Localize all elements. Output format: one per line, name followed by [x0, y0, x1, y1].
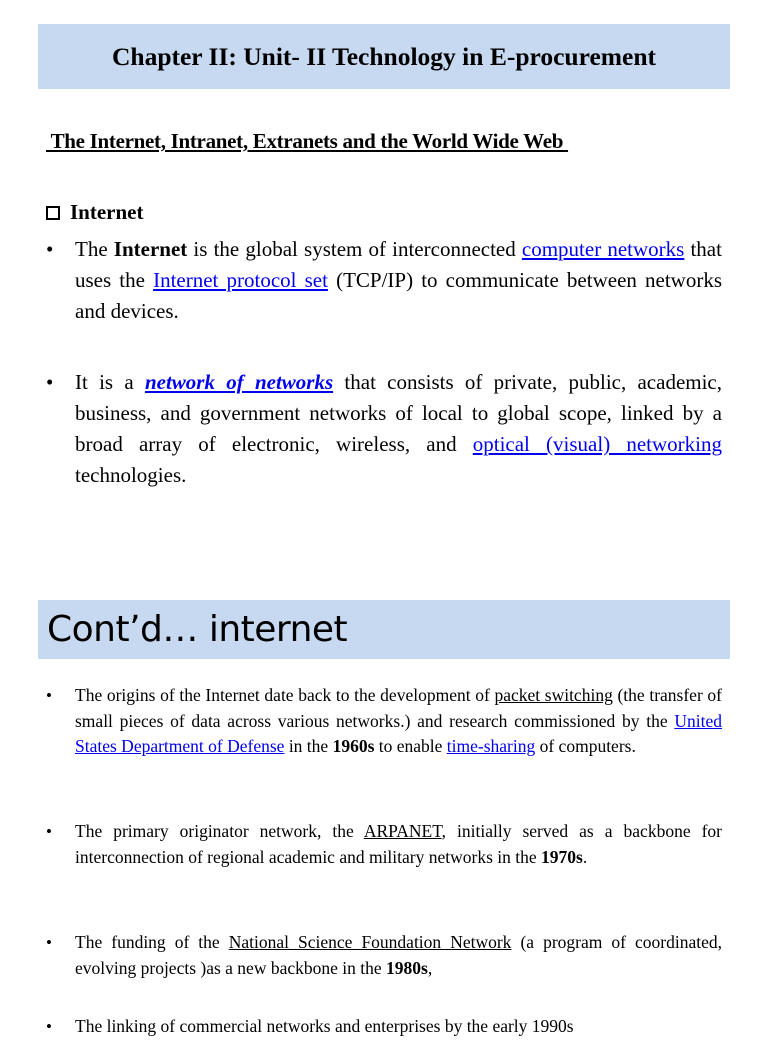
- bold-1970s: 1970s: [541, 846, 583, 867]
- underlined-packet-switching[interactable]: packet switching: [494, 685, 613, 705]
- link-optical-networking[interactable]: optical (visual) networking: [472, 432, 722, 456]
- text-run: that uses the: [75, 237, 722, 292]
- bullet-dot-icon: [46, 819, 75, 870]
- text-run: The funding of the: [75, 932, 229, 952]
- slide-1-title: Chapter II: Unit- II Technology in E-procurement: [111, 42, 657, 71]
- text-run: in the: [284, 736, 333, 756]
- text-run: The linking of commercial networks and enterprises by the early 1990s: [75, 1016, 574, 1036]
- bullet-origins: [46, 683, 722, 760]
- bullet-dot-icon: [46, 683, 75, 760]
- bullet-text: [75, 819, 722, 870]
- section-heading-label: Internet: [70, 200, 144, 224]
- link-time-sharing[interactable]: time-sharing: [446, 736, 536, 756]
- text-run: The primary originator network, the: [75, 821, 364, 841]
- underlined-arpanet[interactable]: ARPANET: [363, 821, 442, 841]
- text-run: , initially served as a backbone for interconnection of regional academic and military networks in the: [75, 821, 722, 867]
- bullet-arpanet: [46, 819, 722, 870]
- bullet-dot-icon: [46, 234, 75, 327]
- link-computer-networks[interactable]: computer networks: [521, 237, 685, 261]
- underlined-nsf-network[interactable]: National Science Foundation Network: [228, 932, 512, 952]
- bullet-dot-icon: [46, 367, 75, 491]
- slide-2-title: Cont’d… internet: [47, 609, 348, 650]
- text-run: (TCP/IP) to communicate between networks and devices.: [75, 268, 722, 323]
- bullet-text: [75, 683, 722, 760]
- text-run: It is a: [75, 370, 145, 394]
- text-run: The origins of the Internet date back to the development of: [75, 685, 495, 705]
- bullet-internet-definition: [46, 234, 722, 327]
- bullet-text: [75, 1014, 722, 1040]
- bullet-nsfnet: [46, 930, 722, 981]
- text-run: that consists of private, public, academic, business, and government networks of local to global scope, linked by a broad array of electronic, wireless, and: [75, 370, 723, 456]
- bullet-dot-icon: [46, 930, 75, 981]
- text-run: to enable: [374, 736, 447, 756]
- bullet-text: [75, 367, 722, 491]
- checkbox-bullet-icon: [46, 206, 60, 220]
- bullet-commercial-networks: [46, 1014, 722, 1040]
- bullet-network-of-networks: [46, 367, 722, 491]
- slide-1-title-band: [38, 24, 730, 89]
- link-network-of-networks[interactable]: network of networks: [144, 370, 334, 394]
- slide-2: [0, 600, 768, 1036]
- slide-2-title-band: [38, 600, 730, 659]
- bullet-dot-icon: [46, 1014, 75, 1040]
- text-run: .: [582, 846, 588, 867]
- text-run: of computers.: [535, 736, 636, 756]
- text-run: technologies.: [75, 463, 187, 487]
- bullet-text: [75, 930, 722, 981]
- text-run: The: [75, 237, 114, 261]
- bold-term-internet: Internet: [113, 237, 188, 261]
- bold-1960s: 1960s: [332, 736, 375, 756]
- text-run: (a program of coordinated, evolving projects )as a new backbone in the: [75, 932, 722, 978]
- text-run: (the transfer of small pieces of data across various networks.) and research commissioned by the: [75, 685, 722, 731]
- slide-1-subtitle: The Internet, Intranet, Extranets and the World Wide Web: [46, 129, 569, 153]
- section-heading-internet: [46, 200, 143, 225]
- text-run: ,: [427, 957, 433, 978]
- bold-1980s: 1980s: [386, 957, 428, 978]
- bullet-text: [75, 234, 722, 327]
- text-run: is the global system of interconnected: [187, 237, 522, 261]
- link-us-department-of-defense[interactable]: United States Department of Defense: [75, 710, 722, 756]
- link-internet-protocol-set[interactable]: Internet protocol set: [153, 268, 328, 292]
